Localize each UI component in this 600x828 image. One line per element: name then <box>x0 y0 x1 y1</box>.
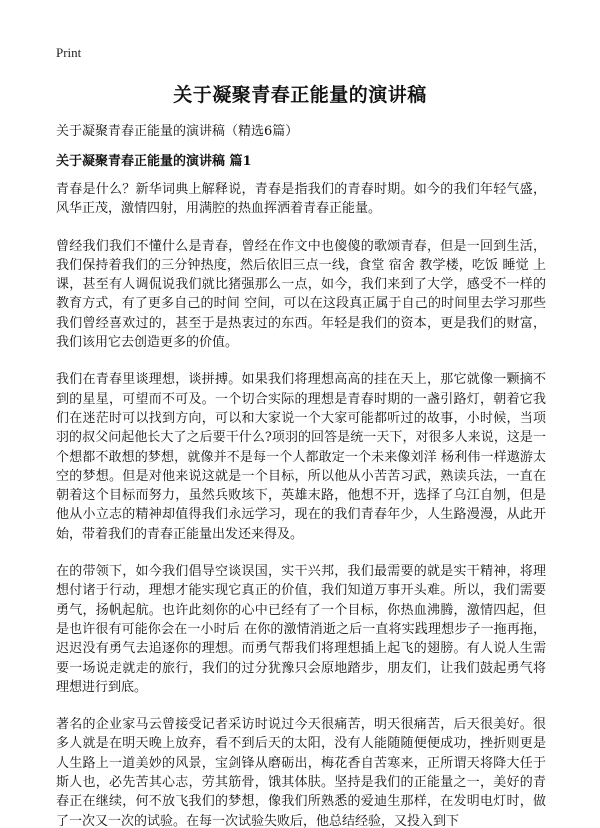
document-subtitle: 关于凝聚青春正能量的演讲稿（精选6篇） <box>56 124 299 139</box>
paragraph-1: 青春是什么？新华词典上解释说，青春是指我们的青春时期。如今的我们年轻气盛，风华正茂，激情四射，用满腔的热血挥洒着青春正能量。 <box>56 182 546 217</box>
section-heading: 关于凝聚青春正能量的演讲稿 篇1 <box>56 154 252 169</box>
paragraph-5: 著名的企业家马云曾接受记者采访时说过今天很痛苦，明天很痛苦，后天很美好。很多人就是在明天晚上放弃，看不到后天的太阳，没有人能随随便便成功，挫折则更是人生路上一道美妙的风景，宝剑锋从磨砺出，梅花香自苦寒来，正所谓天将降大任于斯人也，必先苦其心志，劳其筋骨，饿其体肤。坚持是我们的正能量之一，美好的青春正在继续，何不放飞我们的梦想，像我们所熟悉的爱迪生那样，在发明电灯时，做了一次又一次的试验。在每一次试验失败后，他总结经验，又投入到下 <box>56 717 546 828</box>
paragraph-3: 我们在青春里谈理想，谈拼搏。如果我们将理想高高的挂在天上，那它就像一颗摘不到的星星，可望而不可及。一个切合实际的理想是青春时期的一盏引路灯，朝着它我们在迷茫时可以找到方向，可以和大家说一个大家可能都听过的故事，小时候，当项羽的叔父问起他长大了之后要干什么?项羽的回答是统一天下，对很多人来说，这是一个想都不敢想的梦想，就像并不是每一个人都敢定一个未来像刘洋 杨利伟一样遨游太空的梦想。但是对他来说这就是一个目标，所以他从小苦苦习武，熟读兵法，一直在朝着这个目标而努力，虽然兵败垓下，英雄末路，他想不开，选择了乌江自刎，但是他从小立志的精神却值得我们永远学习，现在的我们青春年少，人生路漫漫，从此开始，带着我们的青春正能量出发还来得及。 <box>56 372 546 542</box>
document-title: 关于凝聚青春正能量的演讲稿 <box>173 84 427 106</box>
paragraph-2: 曾经我们我们不懂什么是青春，曾经在作文中也傻傻的歌颂青春，但是一回到生活，我们保持着我们的三分钟热度，然后依旧三点一线，食堂 宿舍 教学楼，吃饭 睡觉 上课，甚至有人调侃说我们就比猪强那么一点，如今，我们来到了大学，感受不一样的教育方式，有了更多自己的时间 空间，可以在这段真正属于自己的时间里去学习那些我们曾经喜欢过的，甚至于是热衷过的东西。年轻是我们的资本，更是我们的财富，我们该用它去创造更多的价值。 <box>56 238 546 351</box>
paragraph-4: 在的带领下，如今我们倡导空谈误国，实干兴邦，我们最需要的就是实干精神，将理想付诸于行动，理想才能实现它真正的价值，我们知道万事开头难。所以，我们需要勇气，扬帆起航。也许此刻你的心中已经有了一个目标，你热血沸腾，激情四起，但是也许很有可能你会在一小时后 在你的激情消逝之后一直将实践理想步子一拖再拖，迟迟没有勇气去追逐你的理想。而勇气帮我们将理想插上起飞的翅膀。有人说人生需要一场说走就走的旅行，我们的过分犹豫只会原地踏步，朋友们，让我们鼓起勇气将理想进行到底。 <box>56 564 546 695</box>
body-text <box>56 180 546 828</box>
print-link[interactable]: Print <box>56 45 82 60</box>
